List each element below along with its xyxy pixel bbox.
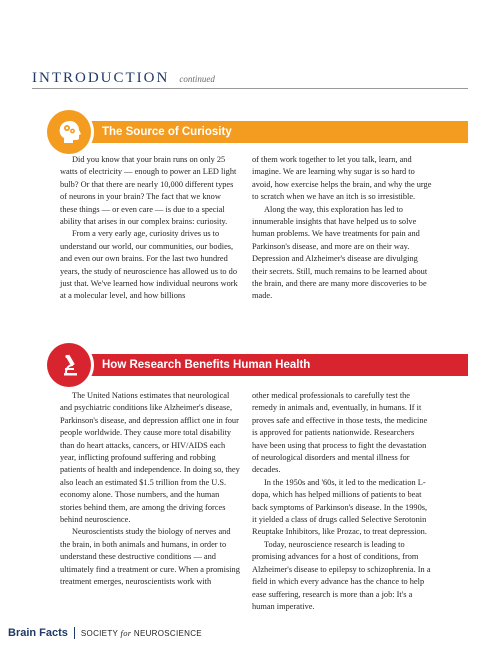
footer-organization: SOCIETY for NEUROSCIENCE (80, 628, 202, 638)
paragraph: Along the way, this exploration has led to innumerable insights that have helped us to solve human problems. We have treatments for pain and Parkinson's disease, and more are on their way. Depression and Alzheimer's disease are divulging their secrets. Still, much remains to be learned about the brain, and there are many more discoveries to be made. (252, 204, 428, 301)
paragraph: Today, neuroscience research is leading to promising advances for a host of conditions, from Alzheimer's disease to epilepsy to schizophrenia. In a field in which every advance has the chance to help ease suffering, research is more than a job: It's a human imperative. (252, 539, 431, 611)
paragraph: of them work together to let you talk, learn, and imagine. We are learning why sugar is so hard to avoid, how exercise helps the brain, and why the urge to scratch when we have an itch is so irresistible. (252, 155, 432, 202)
header-divider (32, 88, 468, 89)
section-title: The Source of Curiosity (102, 126, 232, 138)
paragraph: Did you know that your brain runs on only 25 watts of electricity — enough to power an LED light bulb? Or that there are nearly 10,000 different types of neurons in your brain? The fact that we know these things — or even care — is due to a special ability that arises in our complex brains: curiosity. (60, 155, 237, 227)
section-curiosity-left-column (60, 154, 240, 303)
paragraph: Neuroscientists study the biology of nerves and the brain, in both animals and humans, in order to understand these destructive conditions — and ultimately find a treatment or cure. When a promising treatment emerges, neuroscientists work with (60, 527, 240, 587)
head-with-gears-icon (55, 118, 83, 146)
page-title: INTRODUCTION (32, 70, 170, 86)
footer-brand: Brain Facts (8, 627, 68, 639)
microscope-icon (56, 352, 82, 378)
section-health-right-column (252, 390, 432, 613)
paragraph: From a very early age, curiosity drives us to understand our world, our communities, our bodies, and even our own brains. For the last two hundred years, the study of neuroscience has allowed us to do just that. We've learned how individual neurons work at a molecular level, and how billions (60, 229, 238, 301)
section-banner-health (88, 354, 468, 376)
page-subtitle: continued (179, 74, 215, 84)
section-title: How Research Benefits Human Health (102, 359, 311, 371)
section-banner-curiosity (88, 121, 468, 143)
section-curiosity-right-column (252, 154, 432, 303)
paragraph: The United Nations estimates that neurological and psychiatric conditions like Alzheimer's disease, Parkinson's disease, and depression afflict one in four people worldwide. They cause more total disability than do heart attacks, cancers, or HIV/AIDS each year, inflicting profound suffering and robbing patients of health and independence. In doing so, they also leach an estimated $1.5 trillion from the U.S. economy alone. Those numbers, and the human stories behind them, are among the driving forces behind neuroscience. (60, 391, 240, 525)
paragraph: In the 1950s and '60s, it led to the medication L-dopa, which has helped millions of patients to beat back symptoms of Parkinson's disease. In the 1990s, it yielded a class of drugs called Selective Serotonin Reuptake Inhibitors, like Prozac, to treat depression. (252, 477, 428, 537)
footer-divider (74, 627, 75, 639)
section-health-left-column (60, 390, 240, 589)
paragraph: other medical professionals to carefully test the remedy in animals and, eventually, in humans. If it proves safe and effective in those tests, the medicine is approved for patients nationwide. Researchers have been using that process to fight the devastation of neurological disorders and mental illness for decades. (252, 391, 428, 475)
section-badge-curiosity (44, 107, 94, 157)
page-header (32, 69, 215, 87)
section-badge-health (44, 340, 94, 390)
page-footer (8, 627, 202, 639)
